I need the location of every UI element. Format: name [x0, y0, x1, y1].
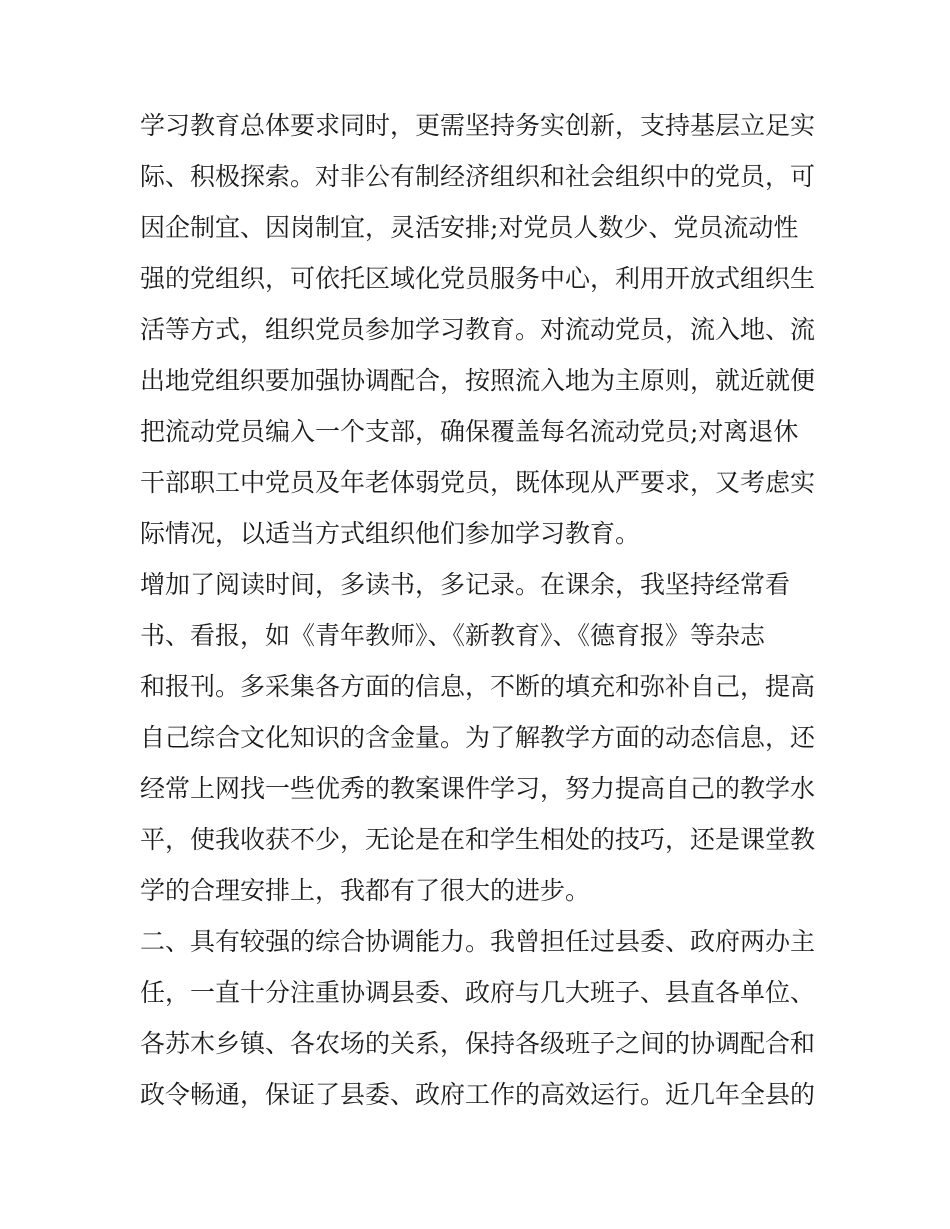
text-line: 经常上网找一些优秀的教案课件学习，努力提高自己的教学水 — [140, 774, 816, 803]
text-line: 因企制宜、因岗制宜，灵活安排;对党员人数少、党员流动性 — [140, 213, 799, 242]
text-line: 和报刊。多采集各方面的信息，不断的填充和弥补自己，提高 — [140, 672, 816, 701]
paragraph-3 — [140, 916, 820, 1120]
text-line: 各苏木乡镇、各农场的关系，保持各级班子之间的协调配合和 — [140, 1029, 816, 1058]
text-line: 二、具有较强的综合协调能力。我曾担任过县委、政府两办主 — [140, 927, 816, 956]
text-line: 出地党组织要加强协调配合，按照流入地为主原则，就近就便 — [140, 366, 816, 395]
text-line: 学的合理安排上，我都有了很大的进步。 — [140, 876, 591, 905]
text-line: 增加了阅读时间，多读书，多记录。在课余，我坚持经常看 — [140, 570, 791, 599]
text-line: 政令畅通，保证了县委、政府工作的高效运行。近几年全县的 — [140, 1080, 816, 1109]
text-line: 自己综合文化知识的含金量。为了解教学方面的动态信息，还 — [140, 723, 816, 752]
text-line: 干部职工中党员及年老体弱党员，既体现从严要求，又考虑实 — [140, 468, 816, 497]
text-line: 把流动党员编入一个支部，确保覆盖每名流动党员;对离退休 — [140, 417, 799, 446]
paragraph-2 — [140, 559, 820, 916]
text-line: 强的党组织，可依托区域化党员服务中心，利用开放式组织生 — [140, 264, 816, 293]
text-line: 平，使我收获不少，无论是在和学生相处的技巧，还是课堂教 — [140, 825, 816, 854]
text-line: 际情况，以适当方式组织他们参加学习教育。 — [140, 519, 641, 548]
paragraph-1 — [140, 100, 820, 559]
text-line: 际、积极探索。对非公有制经济组织和社会组织中的党员，可 — [140, 162, 816, 191]
text-line: 学习教育总体要求同时，更需坚持务实创新，支持基层立足实 — [140, 111, 816, 140]
text-line: 任，一直十分注重协调县委、政府与几大班子、县直各单位、 — [140, 978, 816, 1007]
text-line: 书、看报，如《青年教师》、《新教育》、《德育报》等杂志 — [140, 621, 766, 650]
text-line: 活等方式，组织党员参加学习教育。对流动党员，流入地、流 — [140, 315, 816, 344]
body-text — [140, 100, 820, 1120]
